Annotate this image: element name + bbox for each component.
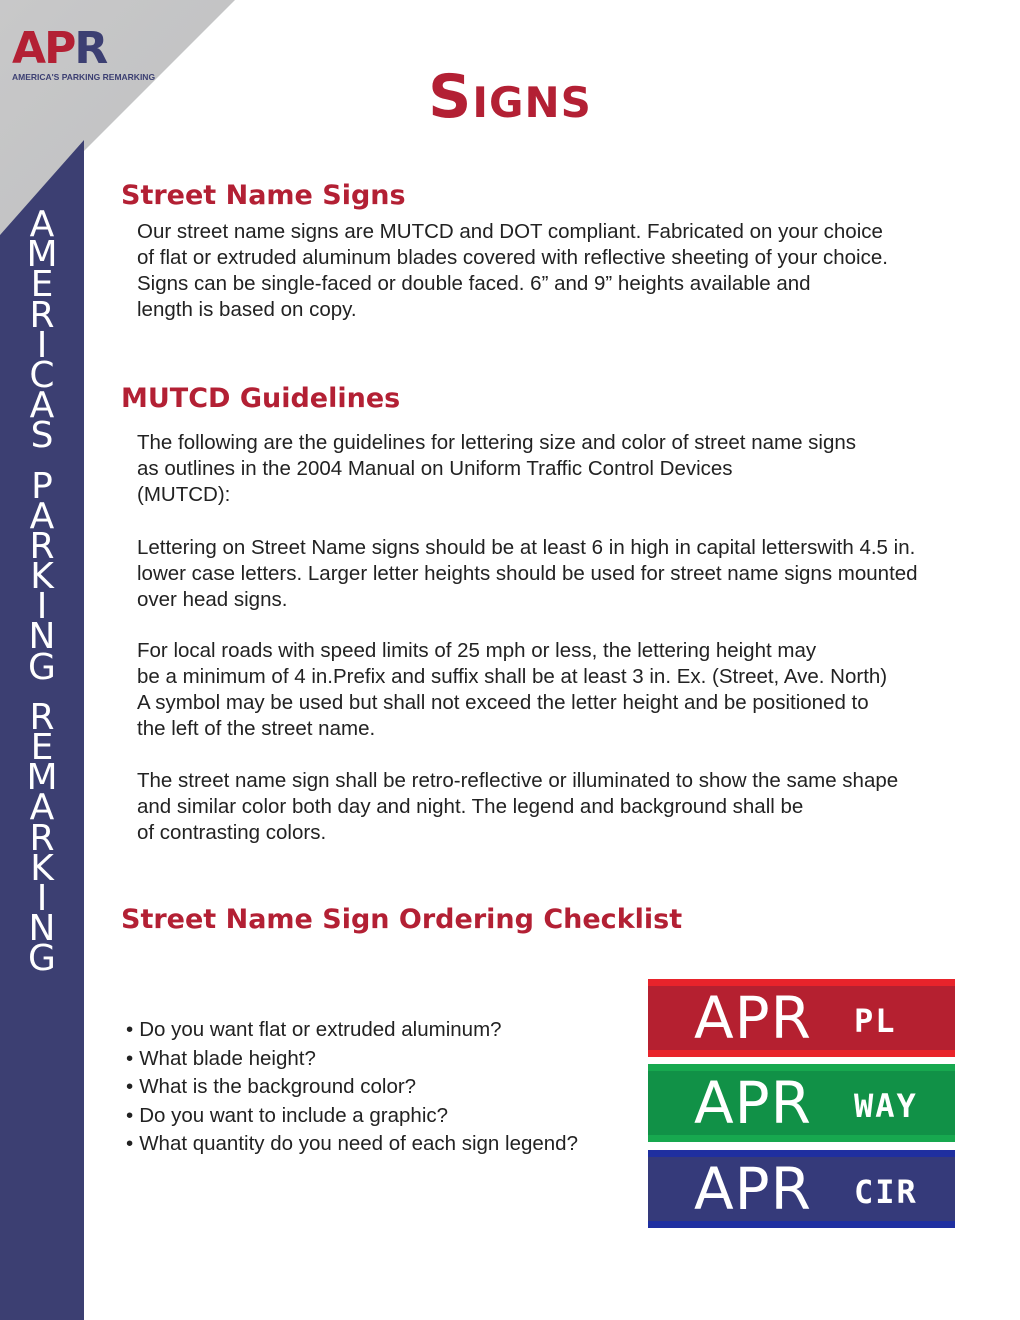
vertical-letter: M [26,757,58,799]
text-line: of contrasting colors. [137,821,327,844]
checklist-item: • What blade height? [126,1045,578,1074]
sign-sample-cir [648,1150,955,1228]
text-line: Signs can be single-faced or double faced. 6” and 9” heights available and [137,272,811,295]
sidebar-vertical-text [0,204,84,1270]
vertical-letter: P [31,465,53,507]
vertical-letter: R [29,525,55,567]
text-line: For local roads with speed limits of 25 mph or less, the lettering height may [137,639,817,662]
checklist-item: • What quantity do you need of each sign legend? [126,1130,578,1159]
checklist-item: • What is the background color? [126,1073,578,1102]
mutcd-paragraph-4 [137,768,898,846]
sign-sample-pl [648,979,955,1057]
text-line: The following are the guidelines for lettering size and color of street name signs [137,431,857,454]
vertical-letter: C [29,354,55,396]
heading-street-name-signs: Street Name Signs [121,180,406,211]
vertical-letter: A [29,204,55,245]
sign-main-text: APR [694,1155,812,1223]
logo-letter-a: A [12,23,45,74]
vertical-letter: I [36,877,48,919]
vertical-letter: A [29,495,55,537]
text-line: as outlines in the 2004 Manual on Uniform Traffic Control Devices [137,457,733,480]
logo-letters [12,23,107,74]
text-line: The street name sign shall be retro-reflective or illuminated to show the same shape [137,769,899,792]
sign-sample-way [648,1064,955,1142]
vertical-letter: N [28,908,56,950]
checklist-item: • Do you want flat or extruded aluminum? [126,1016,578,1045]
text-line: of flat or extruded aluminum blades covered with reflective sheeting of your choice. [137,246,888,269]
text-line: Our street name signs are MUTCD and DOT compliant. Fabricated on your choice [137,220,883,243]
vertical-letter: K [30,556,54,598]
vertical-letter: R [29,294,55,336]
heading-mutcd-guidelines: MUTCD Guidelines [121,383,401,414]
vertical-letter: I [36,586,48,628]
vertical-letter: K [30,847,54,889]
mutcd-paragraph-1 [137,430,856,508]
page-title: Signs [428,62,592,132]
text-line: Lettering on Street Name signs should be at least 6 in high in capital letterswith 4.5 in. [137,536,916,559]
vertical-letter: A [29,787,55,829]
text-line: over head signs. [137,588,288,611]
text-line: A symbol may be used but shall not exceed the letter height and be positioned to [137,691,869,714]
vertical-letter: M [26,234,58,276]
sign-main-text: APR [694,984,812,1052]
vertical-letter: R [29,696,55,738]
mutcd-paragraph-3 [137,638,887,742]
mutcd-paragraph-2 [137,535,918,613]
vertical-letter: I [36,324,48,366]
heading-ordering-checklist: Street Name Sign Ordering Checklist [121,904,683,935]
ordering-checklist [126,1016,578,1159]
logo-tagline: AMERICA'S PARKING REMARKING [12,72,156,82]
text-line: and similar color both day and night. The legend and background shall be [137,795,804,818]
sign-suffix-text: WAY [854,1087,918,1125]
text-line: be a minimum of 4 in.Prefix and suffix shall be at least 3 in. Ex. (Street, Ave. North) [137,665,888,688]
vertical-letter: G [28,938,56,980]
sign-main-text: APR [694,1069,812,1137]
company-logo [12,23,156,86]
street-name-signs-text [137,219,888,323]
sign-suffix-text: PL [854,1002,897,1040]
text-line: the left of the street name. [137,717,376,740]
logo-letter-r: R [74,23,107,74]
vertical-letter: E [30,727,54,768]
vertical-letter: A [29,385,55,427]
text-line: (MUTCD): [137,483,231,506]
vertical-letter: S [30,415,54,457]
text-line: lower case letters. Larger letter heights should be used for street name signs mounted [137,562,918,585]
logo-letter-p: P [44,23,75,74]
vertical-letter: E [30,264,54,306]
vertical-letter: N [28,616,56,658]
vertical-letter: G [28,646,56,688]
sign-suffix-text: CIR [854,1173,918,1211]
checklist-item: • Do you want to include a graphic? [126,1102,578,1131]
vertical-letter: R [29,817,55,859]
text-line: length is based on copy. [137,298,357,321]
